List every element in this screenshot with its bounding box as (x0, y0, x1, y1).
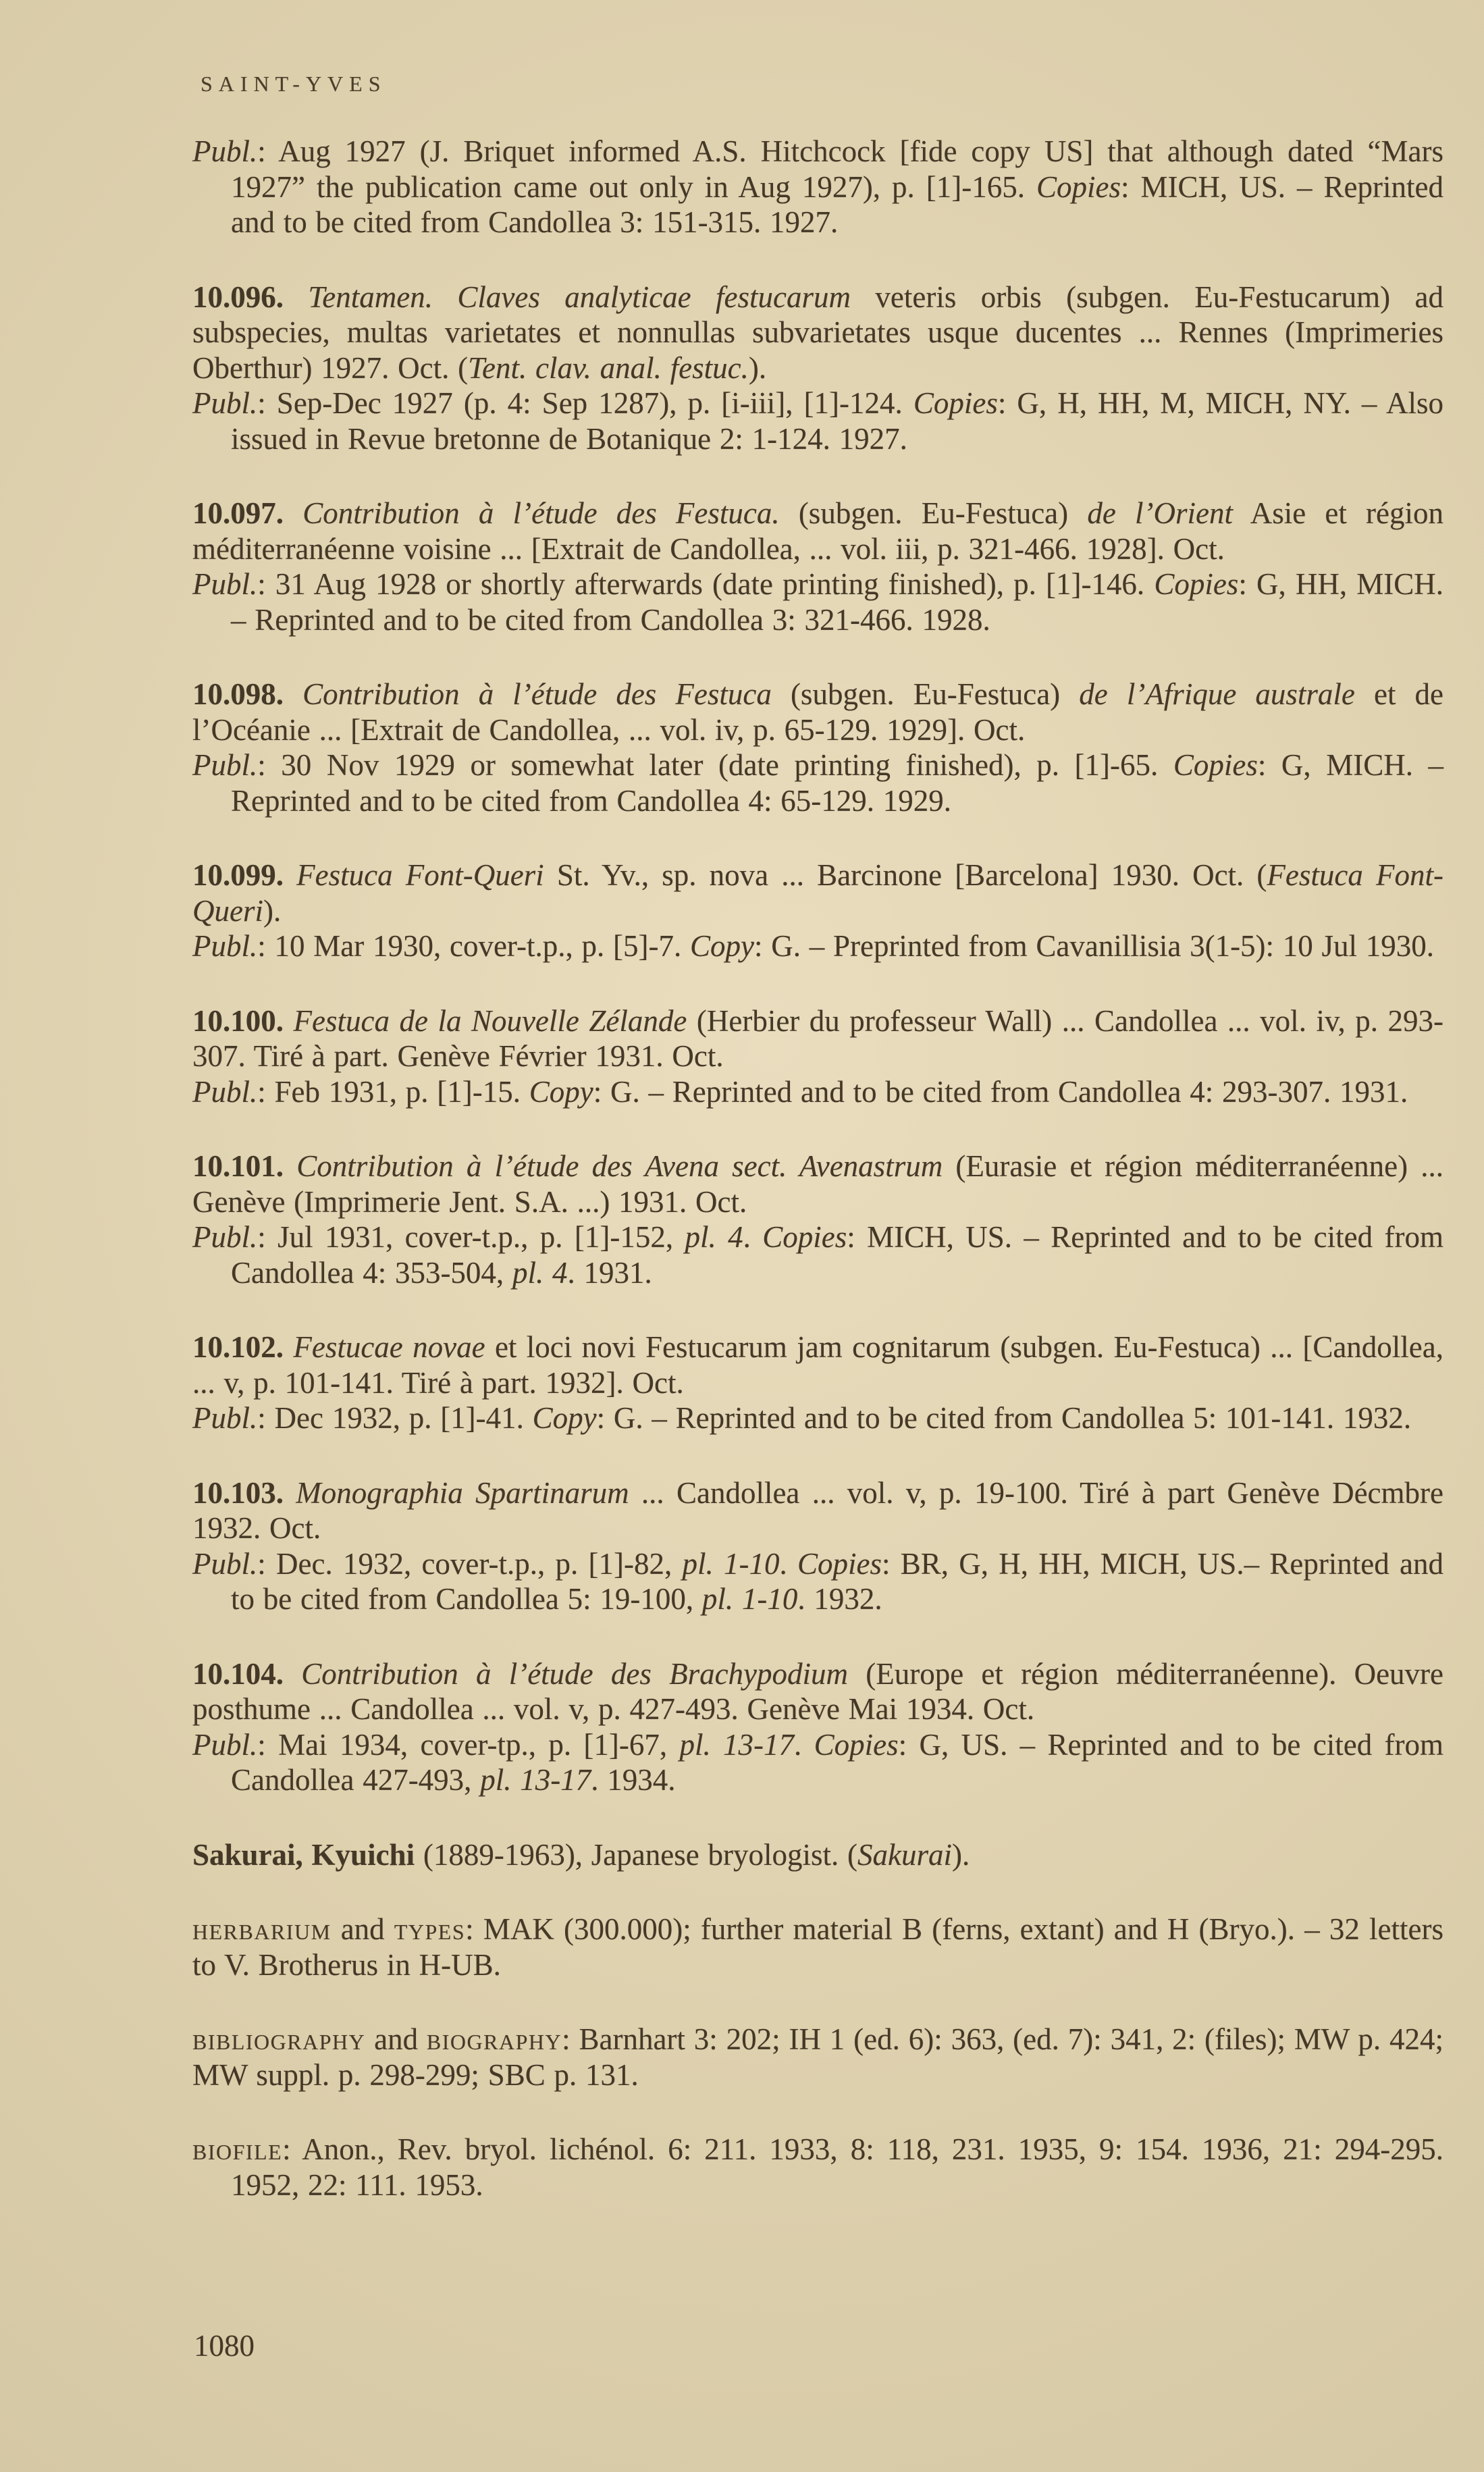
text-run: Copies (797, 1546, 882, 1581)
text-run: Festuca de la Nouvelle Zélande (293, 1003, 687, 1038)
entry-10102-publ (192, 1400, 1443, 1436)
text-run: 10.098. (192, 677, 284, 711)
entry-10103-publ (192, 1546, 1443, 1617)
text-run: Copy (529, 1074, 593, 1109)
text-run: : Dec. 1932, cover-t.p., p. [1]-82, (257, 1546, 683, 1581)
text-run: Publ. (192, 929, 258, 963)
text-run: et de l’Océanie ... [Extrait de Candollea, ... vol. iv, p. 65-129. 1929]. Oct. (192, 677, 1444, 747)
entry-10099-title (192, 858, 1443, 928)
text-run: Copy (532, 1401, 597, 1435)
entry-10098-title (192, 677, 1443, 747)
text-run: Asie et région méditerranéenne voisine ... [Extrait de Candollea, ... vol. iii, p. 321-466. 1928]. Oct. (192, 496, 1443, 566)
text-run: . 1932. (797, 1582, 882, 1616)
text-run: 10.099. (192, 858, 284, 892)
entry-10097-title (192, 496, 1443, 567)
text-run: . 1931. (567, 1255, 652, 1290)
text-run: : G, HH, MICH. – Reprinted and to be cited from Candollea 3: 321-466. 1928. (231, 567, 1443, 637)
text-run: : BR, G, H, HH, MICH, US.– Reprinted and to be cited from Candollea 5: 19-100, (231, 1546, 1444, 1616)
text-run: 10.103. (192, 1475, 284, 1510)
text-run: Sakurai, Kyuichi (192, 1837, 415, 1872)
text-run: Publ. (192, 1546, 258, 1581)
text-run: : Barnhart 3: 202; IH 1 (ed. 6): 363, (ed. 7): 341, 2: (files); MW p. 424; MW suppl. p. 298-299; SBC p. 131. (192, 2022, 1443, 2092)
text-run: : G, MICH. – Reprinted and to be cited from Candollea 4: 65-129. 1929. (231, 748, 1444, 818)
text-run: Contribution à l’étude des Brachypodium (301, 1656, 849, 1691)
text-run: Contribution à l’étude des Festuca. (302, 496, 780, 530)
text-run: : Aug 1927 (J. Briquet informed A.S. Hitchcock [fide copy US] that although dated “Mars 1927” the publication came out only in Aug 1927), p. [1]-165. (231, 134, 1443, 204)
text-run: pl. 13-17 (679, 1727, 795, 1762)
text-run: : MICH, US. – Reprinted and to be cited from Candollea 3: 151-315. 1927. (231, 169, 1443, 239)
entry-10099-publ (192, 928, 1443, 964)
entry-10096-publ (192, 386, 1443, 456)
running-head: SAINT-YVES (201, 72, 387, 96)
text-run: : Dec 1932, p. [1]-41. (257, 1401, 533, 1435)
continuation-publ-paragraph (192, 134, 1443, 240)
text-run: St. Yv., sp. nova ... Barcinone [Barcelona] 1930. Oct. ( (544, 858, 1267, 892)
text-run: pl. 1-10 (682, 1546, 780, 1581)
text-run: : G. – Reprinted and to be cited from Candollea 5: 101-141. 1932. (596, 1401, 1412, 1435)
text-run: (subgen. Eu-Festuca) (779, 496, 1088, 530)
text-run: veteris orbis (subgen. Eu-Festucarum) ad subspecies, multas varietates et nonnullas subvarietates usque ducentes ... Rennes (Imprimeries Oberthur) 1927. Oct. ( (192, 280, 1443, 385)
text-run: : 30 Nov 1929 or somewhat later (date printing finished), p. [1]-65. (257, 748, 1173, 782)
entry-10102-title (192, 1330, 1443, 1400)
text-run: Copies (762, 1220, 847, 1254)
text-run: Festuca Font-Queri (296, 858, 544, 892)
text-run: Festucae novae (293, 1330, 485, 1364)
text-run (284, 1149, 296, 1183)
text-run: de l’Orient (1087, 496, 1233, 530)
text-run: and (365, 2022, 427, 2056)
text-run: pl. 4 (512, 1255, 568, 1290)
text-run: bibliography (192, 2022, 366, 2056)
text-run: de l’Afrique australe (1079, 677, 1355, 711)
text-run: ). (263, 893, 282, 928)
text-run: Tent. clav. anal. festuc. (468, 350, 749, 385)
entry-10100-title (192, 1003, 1443, 1074)
text-run: pl. 1-10 (701, 1582, 798, 1616)
text-run: Copies (1036, 169, 1121, 204)
text-run: : Anon., Rev. bryol. lichénol. 6: 211. 1933, 8: 118, 231. 1935, 9: 154. 1936, 21: 294-295. 1952, 22: 111. 1953. (231, 2132, 1443, 2202)
text-run: and (331, 1912, 394, 1946)
text-run (284, 1657, 301, 1691)
entry-10098-publ (192, 747, 1443, 818)
text-run: 10.101. (192, 1149, 284, 1183)
text-run: Publ. (192, 1220, 258, 1254)
text-run (284, 858, 296, 892)
text-run: Publ. (192, 134, 258, 168)
text-run: : G. – Reprinted and to be cited from Candollea 4: 293-307. 1931. (593, 1074, 1408, 1109)
entry-10101-title (192, 1149, 1443, 1219)
text-run: Copy (689, 929, 754, 963)
text-run: Copies (913, 386, 998, 420)
text-run: Publ. (192, 567, 258, 601)
herbarium-and-types-paragraph (192, 1912, 1443, 1982)
text-run: pl. 13-17 (480, 1763, 591, 1797)
biography-heading-sakurai (192, 1837, 1443, 1873)
text-run (284, 1004, 294, 1038)
text-run (284, 280, 308, 314)
text-run: (Herbier du professeur Wall) ... Candollea ... vol. iv, p. 293-307. Tiré à part. Genève Février 1931. Oct. (192, 1003, 1444, 1073)
text-run: Copies (1154, 567, 1239, 601)
text-run: ). (951, 1837, 970, 1872)
page-number: 1080 (194, 2329, 255, 2363)
text-run: Monographia Spartinarum (296, 1475, 629, 1510)
text-run: 10.097. (192, 496, 284, 530)
text-run: biofile (192, 2132, 283, 2166)
text-run: Festuca Font-Queri (192, 858, 1443, 928)
entry-10101-publ (192, 1219, 1443, 1290)
text-run: types (394, 1912, 466, 1946)
text-run: Publ. (192, 1727, 258, 1762)
text-run: et loci novi Festucarum jam cognitarum (subgen. Eu-Festuca) ... [Candollea, ... v, p. 101-141. Tiré à part. 1932]. Oct. (192, 1330, 1444, 1400)
text-run: . (743, 1220, 763, 1254)
text-run: : Mai 1934, cover-tp., p. [1]-67, (257, 1727, 680, 1762)
text-run (284, 1330, 293, 1364)
text-block (192, 134, 1443, 2203)
text-run: . (779, 1546, 797, 1581)
text-run: herbarium (192, 1912, 332, 1946)
text-run: : MICH, US. – Reprinted and to be cited from Candollea 4: 353-504, (231, 1220, 1443, 1290)
text-run (284, 677, 302, 711)
text-run: : G, US. – Reprinted and to be cited from Candollea 427-493, (231, 1727, 1443, 1797)
text-run (284, 496, 302, 530)
text-run: 10.096. (192, 280, 284, 314)
text-run: Contribution à l’étude des Festuca (302, 677, 772, 711)
text-run: 10.100. (192, 1003, 284, 1038)
text-run: : 10 Mar 1930, cover-t.p., p. [5]-7. (257, 929, 690, 963)
text-run: : G. – Preprinted from Cavanillisia 3(1-5): 10 Jul 1930. (753, 929, 1435, 963)
text-run: pl. 4 (685, 1220, 743, 1254)
entry-10096-title (192, 280, 1443, 386)
entry-10104-title (192, 1656, 1443, 1727)
text-run: ... Candollea ... vol. v, p. 19-100. Tiré à part Genève Décmbre 1932. Oct. (192, 1475, 1443, 1545)
text-run: Publ. (192, 748, 258, 782)
text-run: Publ. (192, 1401, 258, 1435)
bibliography-and-biography-paragraph (192, 2022, 1443, 2093)
text-run: : Jul 1931, cover-t.p., p. [1]-152, (257, 1220, 685, 1254)
text-run: Contribution à l’étude des Avena sect. Avenastrum (296, 1149, 943, 1183)
entry-10097-publ (192, 567, 1443, 637)
text-run: : MAK (300.000); further material B (ferns, extant) and H (Bryo.). – 32 letters to V. Brotherus in H-UB. (192, 1912, 1443, 1982)
text-run: Publ. (192, 1074, 258, 1109)
text-run: biography (426, 2022, 562, 2056)
text-run: 10.102. (192, 1330, 284, 1364)
text-run: (1889-1963), Japanese bryologist. ( (415, 1837, 857, 1872)
text-run: (subgen. Eu-Festuca) (771, 677, 1080, 711)
text-run: . (794, 1727, 814, 1762)
text-run: Copies (814, 1727, 899, 1762)
text-run: . 1934. (591, 1763, 676, 1797)
text-run (284, 1476, 296, 1510)
text-run: Tentamen. Claves analyticae festucarum (308, 280, 851, 314)
text-run: : G, H, HH, M, MICH, NY. – Also issued in Revue bretonne de Botanique 2: 1-124. 1927. (231, 386, 1444, 456)
text-run: : Feb 1931, p. [1]-15. (257, 1074, 529, 1109)
entry-10104-publ (192, 1727, 1443, 1798)
entry-10103-title (192, 1475, 1443, 1546)
entry-10100-publ (192, 1074, 1443, 1110)
text-run: Sakurai (857, 1837, 952, 1872)
biofile-paragraph (192, 2132, 1443, 2203)
text-run: (Europe et région méditerranéenne). Oeuvre posthume ... Candollea ... vol. v, p. 427-493. Genève Mai 1934. Oct. (192, 1656, 1444, 1726)
text-run: : Sep-Dec 1927 (p. 4: Sep 1287), p. [i-iii], [1]-124. (257, 386, 913, 420)
text-run: : 31 Aug 1928 or shortly afterwards (date printing finished), p. [1]-146. (257, 567, 1155, 601)
text-run: 10.104. (192, 1656, 284, 1691)
text-run: (Eurasie et région méditerranéenne) ... Genève (Imprimerie Jent. S.A. ...) 1931. Oct. (192, 1149, 1443, 1219)
text-run: ). (748, 350, 767, 385)
text-run: Copies (1173, 748, 1258, 782)
text-run: Publ. (192, 386, 258, 420)
